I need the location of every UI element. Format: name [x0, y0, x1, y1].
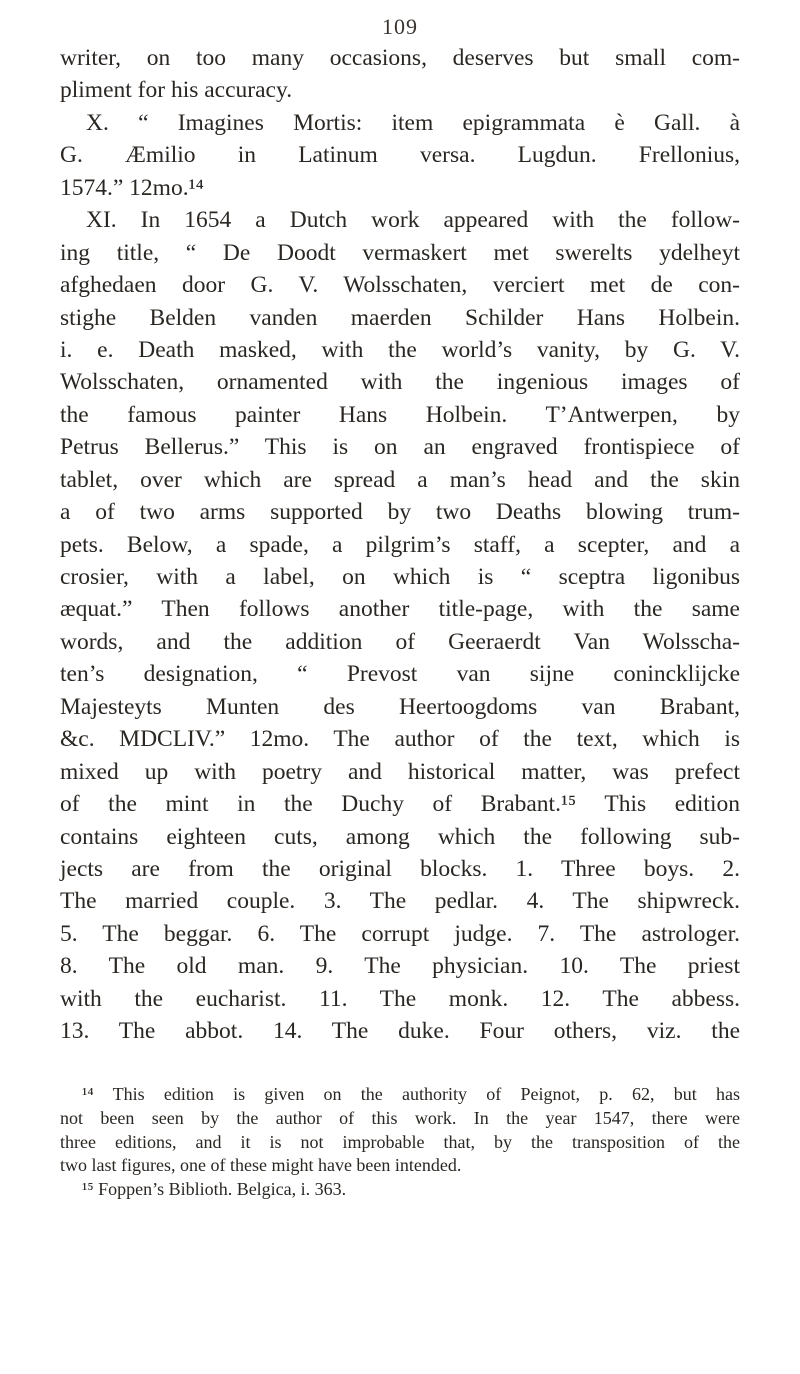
footnote-line: not been seen by the author of this work. In the year 1547, there were — [60, 1107, 740, 1128]
body-line: 5. The beggar. 6. The corrupt judge. 7. The astrologer. — [60, 920, 740, 947]
body-line: jects are from the original blocks. 1. Three boys. 2. — [60, 855, 740, 882]
body-line: æquat.” Then follows another title-page, with the same — [60, 596, 740, 623]
footnote-line: two last figures, one of these might have been intended. — [60, 1155, 462, 1176]
body-line: 1574.” 12mo.¹⁴ — [60, 174, 204, 201]
body-line: pets. Below, a spade, a pilgrim’s staff, a scepter, and a — [60, 531, 740, 558]
body-line: a of two arms supported by two Deaths blowing trum- — [60, 499, 740, 526]
body-line: XI. In 1654 a Dutch work appeared with the follow- — [86, 207, 740, 234]
body-line: Majesteyts Munten des Heertoogdoms van Brabant, — [60, 693, 740, 720]
body-line: the famous painter Hans Holbein. T’Antwerpen, by — [60, 401, 740, 428]
body-line: with the eucharist. 11. The monk. 12. The abbess. — [60, 985, 740, 1012]
body-line: The married couple. 3. The pedlar. 4. The shipwreck. — [60, 888, 740, 915]
body-line: of the mint in the Duchy of Brabant.¹⁵ This edition — [60, 791, 740, 818]
body-line: Petrus Bellerus.” This is on an engraved frontispiece of — [60, 434, 740, 461]
body-line: writer, on too many occasions, deserves but small com- — [60, 45, 740, 71]
body-line: afghedaen door G. V. Wolsschaten, verciert met de con- — [60, 272, 740, 299]
body-line: G. Æmilio in Latinum versa. Lugdun. Frellonius, — [60, 142, 740, 169]
footnote-line: three editions, and it is not improbable that, by the transposition of the — [60, 1131, 740, 1152]
body-line: stighe Belden vanden maerden Schilder Hans Holbein. — [60, 304, 740, 331]
body-text — [60, 42, 740, 1048]
footnote-line: ¹⁴ This edition is given on the authority of Peignot, p. 62, but has — [82, 1084, 740, 1104]
body-line: Wolsschaten, ornamented with the ingenious images of — [60, 369, 740, 396]
body-line: ing title, “ De Doodt vermaskert met swerelts ydelheyt — [60, 239, 740, 266]
body-line: words, and the addition of Geeraerdt Van Wolsscha- — [60, 628, 740, 655]
body-line: X. “ Imagines Mortis: item epigrammata è Gall. à — [86, 109, 740, 136]
body-line: i. e. Death masked, with the world’s vanity, by G. V. — [60, 336, 740, 363]
body-line: pliment for his accuracy. — [60, 77, 293, 104]
body-line: crosier, with a label, on which is “ sceptra ligonibus — [60, 564, 740, 590]
body-line: contains eighteen cuts, among which the following sub- — [60, 823, 740, 850]
body-line: mixed up with poetry and historical matter, was prefect — [60, 758, 740, 785]
footnote-line: ¹⁵ Foppen’s Biblioth. Belgica, i. 363. — [82, 1179, 347, 1200]
body-line: 13. The abbot. 14. The duke. Four others, viz. the — [60, 1018, 740, 1045]
body-line: 8. The old man. 9. The physician. 10. The priest — [60, 953, 740, 980]
footnotes — [60, 1083, 740, 1202]
body-line: ten’s designation, “ Prevost van sijne coninckliјcke — [60, 661, 740, 688]
body-line: tablet, over which are spread a man’s head and the skin — [60, 466, 740, 493]
page-number: 109 — [382, 14, 418, 39]
body-line: &c. MDCLIV.” 12mo. The author of the text, which is — [60, 726, 740, 753]
